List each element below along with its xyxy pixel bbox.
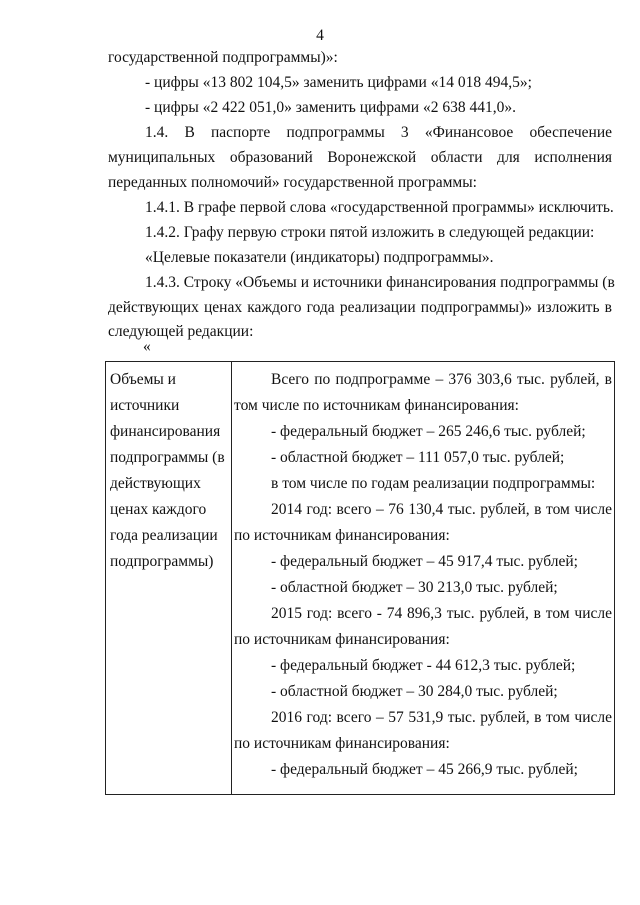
- left-cell-line: подпрограммы (в: [110, 449, 225, 466]
- left-cell-line: источники: [110, 397, 180, 414]
- left-cell-line: года реализации: [110, 527, 218, 544]
- paragraph-replace-figures-2: - цифры «2 422 051,0» заменить цифрами «2 638 441,0».: [145, 99, 516, 116]
- paragraph-1-4-1: 1.4.1. В графе первой слова «государственной программы» исключить.: [145, 199, 614, 216]
- right-cell-line: - областной бюджет – 30 213,0 тыс. рублей;: [271, 579, 558, 596]
- paragraph-1-4-line-1: 1.4. В паспорте подпрограммы 3 «Финансовое обеспечение: [145, 124, 612, 141]
- left-cell-line: подпрограммы): [110, 553, 214, 570]
- right-cell-line: по источникам финансирования:: [234, 631, 450, 648]
- financing-table: [105, 361, 615, 795]
- paragraph-1-4-line-3: переданных полномочий» государственной программы:: [108, 174, 477, 191]
- paragraph-1-4-2: 1.4.2. Графу первую строки пятой изложить в следующей редакции:: [145, 224, 595, 241]
- opening-quote-mark: «: [143, 338, 151, 355]
- left-cell-line: Объемы и: [110, 371, 176, 388]
- table-column-divider: [231, 362, 232, 794]
- right-cell-line: - федеральный бюджет – 45 266,9 тыс. рублей;: [271, 761, 578, 778]
- page-number: 4: [316, 27, 324, 44]
- paragraph-1-4-3-line-2: действующих ценах каждого года реализации подпрограммы)» изложить в: [108, 299, 612, 316]
- right-cell-line: - областной бюджет – 30 284,0 тыс. рублей;: [271, 683, 558, 700]
- right-cell-line: в том числе по годам реализации подпрограммы:: [271, 475, 596, 492]
- paragraph-target-indicators: «Целевые показатели (индикаторы) подпрограммы».: [145, 249, 494, 266]
- right-cell-line: 2016 год: всего – 57 531,9 тыс. рублей, в том числе: [271, 709, 612, 726]
- table-right-cell: [234, 367, 612, 783]
- paragraph-continuation: государственной подпрограммы)»:: [108, 49, 338, 66]
- right-cell-line: - федеральный бюджет – 45 917,4 тыс. рублей;: [271, 553, 578, 570]
- right-cell-line: 2015 год: всего - 74 896,3 тыс. рублей, в том числе: [271, 605, 612, 622]
- right-cell-line: Всего по подпрограмме – 376 303,6 тыс. рублей, в: [271, 371, 612, 388]
- paragraph-1-4-3-line-3: следующей редакции:: [108, 323, 254, 340]
- right-cell-line: 2014 год: всего – 76 130,4 тыс. рублей, в том числе: [271, 501, 612, 518]
- right-cell-line: том числе по источникам финансирования:: [234, 397, 519, 414]
- left-cell-line: действующих: [110, 475, 201, 492]
- paragraph-replace-figures-1: - цифры «13 802 104,5» заменить цифрами «14 018 494,5»;: [145, 74, 532, 91]
- paragraph-1-4-line-2: муниципальных образований Воронежской области для исполнения: [108, 149, 612, 166]
- paragraph-1-4-3-line-1: 1.4.3. Строку «Объемы и источники финансирования подпрограммы (в: [145, 274, 615, 291]
- left-cell-line: ценах каждого: [110, 501, 207, 518]
- right-cell-line: - областной бюджет – 111 057,0 тыс. рублей;: [271, 449, 565, 466]
- right-cell-line: по источникам финансирования:: [234, 735, 450, 752]
- right-cell-line: - федеральный бюджет – 265 246,6 тыс. рублей;: [271, 423, 586, 440]
- right-cell-line: по источникам финансирования:: [234, 527, 450, 544]
- left-cell-line: финансирования: [110, 423, 221, 440]
- right-cell-line: - федеральный бюджет - 44 612,3 тыс. рублей;: [271, 657, 576, 674]
- table-left-cell: [110, 367, 228, 575]
